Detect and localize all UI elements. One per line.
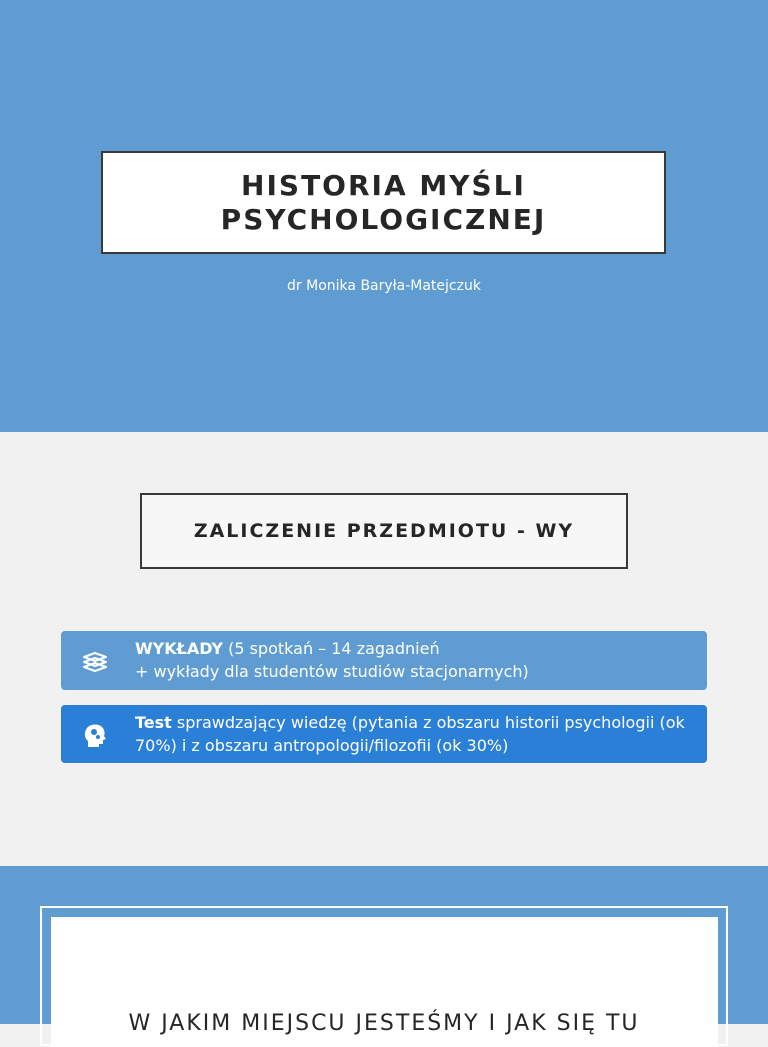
test-detail-line2: 70%) i z obszaru antropologii/filozofii (ok 30%) bbox=[135, 736, 509, 755]
content-slide bbox=[0, 432, 768, 866]
title-box bbox=[101, 151, 666, 254]
list-item-lectures bbox=[61, 631, 707, 690]
head-gears-icon bbox=[79, 719, 111, 751]
slide-subtitle: dr Monika Baryła-Matejczuk bbox=[287, 278, 481, 294]
title-slide bbox=[0, 0, 768, 432]
next-slide-title: W JAKIM MIEJSCU JESTEŚMY I JAK SIĘ TU bbox=[128, 1011, 640, 1036]
lectures-detail-line2: + wykłady dla studentów studiów stacjonarnych) bbox=[135, 662, 529, 681]
list-item-test bbox=[61, 705, 707, 763]
slide-title-line1: HISTORIA MYŚLI bbox=[241, 168, 526, 202]
slide-title-line2: PSYCHOLOGICZNEJ bbox=[220, 202, 547, 236]
test-detail-line1: sprawdzający wiedzę (pytania z obszaru historii psychologii (ok bbox=[171, 713, 685, 732]
lectures-label: WYKŁADY bbox=[135, 639, 223, 658]
next-slide bbox=[0, 866, 768, 1036]
test-label: Test bbox=[135, 713, 172, 732]
section-heading: ZALICZENIE PRZEDMIOTU - WY bbox=[193, 520, 575, 542]
lectures-detail-line1: (5 spotkań – 14 zagadnień bbox=[223, 639, 440, 658]
books-icon bbox=[79, 645, 111, 677]
section-heading-box bbox=[140, 493, 628, 569]
